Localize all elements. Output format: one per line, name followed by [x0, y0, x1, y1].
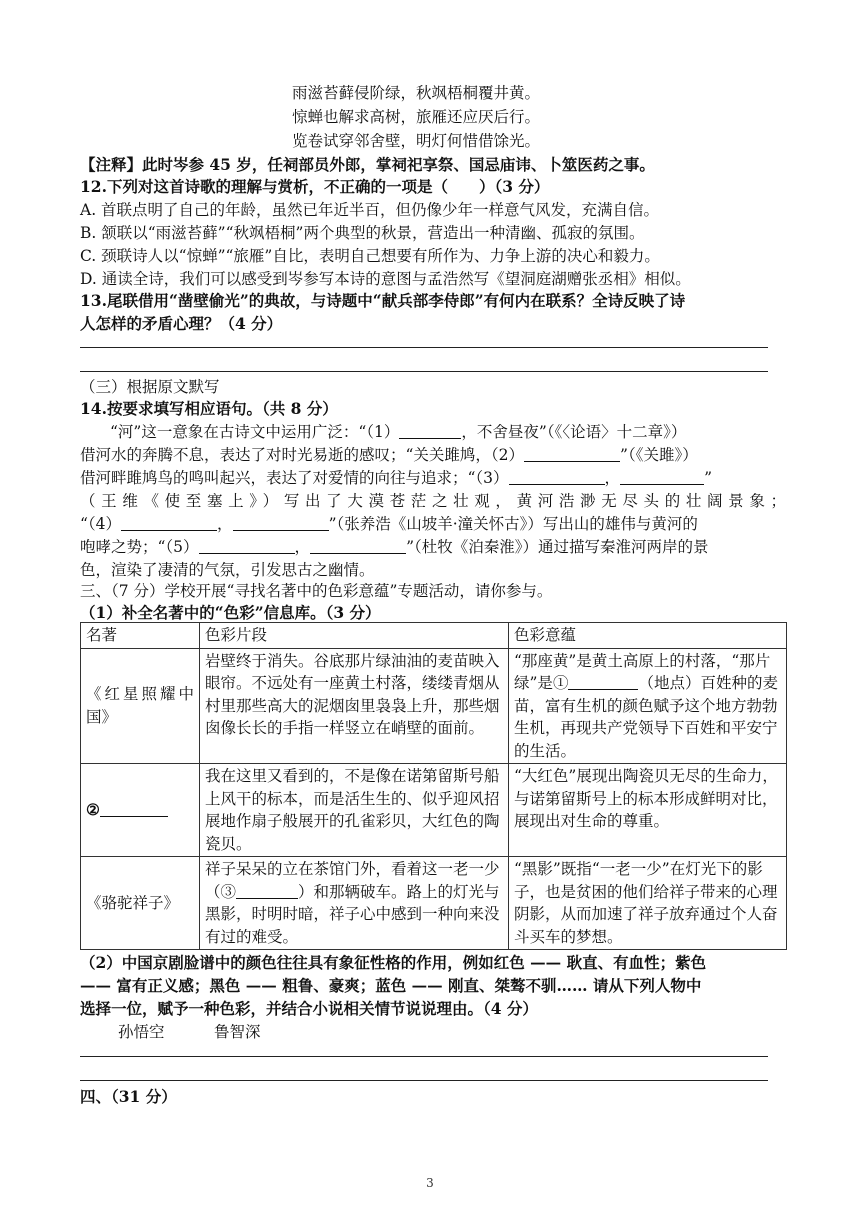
q12-option-b: B. 颔联以“雨滋苔藓”“秋飒梧桐”两个典型的秋景，营造出一种清幽、孤寂的氛围。 — [80, 224, 645, 242]
fill-blank-3b[interactable] — [620, 468, 704, 485]
table-header-row — [81, 623, 787, 649]
answer-line[interactable] — [80, 347, 768, 348]
q14-paragraph-line: （王维《使至塞上》）写出了大漠苍茫之壮观，黄河浩渺无尽头的壮阔景象； — [80, 492, 786, 510]
q14-paragraph-line — [80, 513, 698, 535]
q14-text: ”（张养浩《山坡羊·潼关怀古》）写出山的雄伟与黄河的 — [328, 515, 698, 533]
fill-blank-4a[interactable] — [121, 514, 217, 531]
book-name: 《红星照耀中国》 — [81, 648, 200, 764]
part3-sub2-line-3: 选择一位，赋予一种色彩，并结合小说相关情节说说理由。（4 分） — [80, 999, 538, 1018]
table-header: 色彩意蕴 — [509, 623, 787, 649]
color-info-table — [80, 622, 787, 950]
part-heading: 三、（7 分）学校开展“寻找名著中的色彩意蕴”专题活动，请你参与。 — [80, 582, 553, 600]
fragment-text: 祥子呆呆的立在茶馆门外，看着这一老一少（ — [205, 860, 500, 901]
q14-text: ” — [704, 469, 712, 487]
q14-text: 借河水的奔腾不息，表达了对时光易逝的感叹；“关关雎鸠，（2） — [80, 446, 525, 464]
q14-text: “河”这一意象在古诗文中运用广泛：“（1） — [110, 423, 400, 441]
blank-marker: ② — [86, 799, 100, 819]
fill-blank-1[interactable] — [399, 422, 461, 439]
page-number: 3 — [426, 1176, 434, 1190]
q14-stem: 14.按要求填写相应语句。（共 8 分） — [80, 399, 338, 418]
poem-line-1: 雨滋苔藓侵阶绿，秋飒梧桐覆井黄。 — [292, 84, 541, 102]
poem-line-3: 览卷试穿邻舍壁，明灯何惜借馀光。 — [292, 132, 541, 150]
part4-heading: 四、（31 分） — [80, 1087, 177, 1106]
fill-blank-5a[interactable] — [199, 537, 295, 554]
fill-blank-table-2[interactable] — [100, 800, 168, 817]
part3-sub1: （1）补全名著中的“色彩”信息库。（3 分） — [80, 603, 381, 622]
q14-text: ， — [604, 469, 621, 487]
color-meaning: “大红色”展现出陶瓷贝无尽的生命力，与诺第留斯号上的标本形成鲜明对比，展现出对生命的尊重。 — [509, 764, 787, 857]
table-header: 色彩片段 — [200, 623, 509, 649]
book-name: 《骆驼祥子》 — [81, 857, 200, 950]
q14-paragraph-line — [110, 421, 686, 443]
fill-blank-table-1[interactable] — [568, 673, 638, 690]
answer-line[interactable] — [80, 1056, 768, 1057]
color-fragment: 岩壁终于消失。谷底那片绿油油的麦苗映入眼帘。不远处有一座黄土村落，缕缕青烟从村里那些高大的泥烟囱里袅袅上升，那些烟囱像长长的手指一样竖立在峭壁的面前。 — [200, 648, 509, 764]
answer-line[interactable] — [80, 371, 768, 372]
part3-sub2-line-2: —— 富有正义感；黑色 —— 粗鲁、豪爽；蓝色 —— 刚直、桀骜不驯…… 请从下列人物中 — [80, 976, 702, 995]
fill-blank-2[interactable] — [524, 445, 620, 462]
q14-text: ， — [294, 538, 311, 556]
character-option: 鲁智深 — [214, 1023, 261, 1041]
table-row — [81, 857, 787, 950]
poem-line-2: 惊蝉也解求高树，旅雁还应厌后行。 — [292, 108, 541, 126]
answer-line[interactable] — [80, 1080, 768, 1081]
fill-blank-5b[interactable] — [310, 537, 406, 554]
fill-blank-4b[interactable] — [233, 514, 329, 531]
meaning-text: （地点）百姓种的麦苗，富有生机的颜色赋予这个地方勃勃生机，再现共产党领导下百姓和平安宁的生活。 — [514, 674, 778, 760]
q13-line-1: 13.尾联借用“凿壁偷光”的典故，与诗题中“献兵部李侍郎”有何内在联系？全诗反映了诗 — [80, 291, 686, 310]
table-row — [81, 764, 787, 857]
book-name-blank — [81, 764, 200, 857]
fragment-text: ）和那辆破车。路上的灯光与黑影，时明时暗，祥子心中感到一种向来没有过的难受。 — [205, 882, 500, 946]
q12-option-d: D. 通读全诗，我们可以感受到岑参写本诗的意图与孟浩然写《望洞庭湖赠张丞相》相似。 — [80, 270, 691, 288]
part3-sub2-line-1: （2）中国京剧脸谱中的颜色往往具有象征性格的作用，例如红色 —— 耿直、有血性；紫色 — [80, 953, 707, 972]
q14-paragraph-line — [80, 467, 712, 489]
q14-text: ”（《关雎》） — [620, 446, 698, 464]
fill-blank-table-3[interactable] — [236, 882, 298, 899]
q14-paragraph-line — [80, 444, 698, 466]
q14-paragraph-line: 色，渲染了凄清的气氛，引发思古之幽情。 — [80, 561, 375, 579]
color-meaning — [509, 648, 787, 764]
q12-option-a: A. 首联点明了自己的年龄，虽然已年近半百，但仍像少年一样意气风发，充满自信。 — [80, 201, 660, 219]
color-meaning: “黑影”既指“一老一少”在灯光下的影子，也是贫困的他们给祥子带来的心理阴影，从而加速了祥子放弃通过个人奋斗买车的梦想。 — [509, 857, 787, 950]
q14-text: 咆哮之势；“（5） — [80, 538, 199, 556]
q14-text: “（4） — [80, 515, 122, 533]
meaning-text: “那座黄”是黄土高原上的村落，“那片绿”是 — [514, 651, 771, 692]
q12-stem: 12.下列对这首诗歌的理解与赏析，不正确的一项是（ ）（3 分） — [80, 177, 550, 196]
table-header: 名著 — [81, 623, 200, 649]
blank-marker: ① — [552, 674, 569, 692]
table-row — [81, 648, 787, 764]
fill-blank-3a[interactable] — [509, 468, 605, 485]
q14-text: ，不舍昼夜”（《〈论语〉十二章》） — [461, 423, 687, 441]
q14-text: 借河畔雎鸠鸟的鸣叫起兴，表达了对爱情的向往与追求；“（3） — [80, 469, 509, 487]
character-option: 孙悟空 — [118, 1023, 165, 1041]
q13-line-2: 人怎样的矛盾心理？（4 分） — [80, 314, 283, 333]
blank-marker: ③ — [220, 882, 237, 901]
color-fragment — [200, 857, 509, 950]
section-heading: （三）根据原文默写 — [80, 378, 220, 396]
q14-paragraph-line — [80, 536, 709, 558]
poem-note: 【注释】此时岑参 45 岁，任祠部员外郎，掌祠祀享祭、国忌庙讳、卜筮医药之事。 — [80, 155, 655, 174]
q12-option-c: C. 颈联诗人以“惊蝉”“旅雁”自比，表明自己想要有所作为、力争上游的决心和毅力。 — [80, 247, 660, 265]
q14-text: ， — [217, 515, 233, 533]
q14-text: ”（杜牧《泊秦淮》）通过描写秦淮河两岸的景 — [406, 538, 709, 556]
color-fragment: 我在这里又看到的，不是像在诺第留斯号船上风干的标本，而是活生生的、似乎迎风招展地作扇子般展开的孔雀彩贝，大红色的陶瓷贝。 — [200, 764, 509, 857]
